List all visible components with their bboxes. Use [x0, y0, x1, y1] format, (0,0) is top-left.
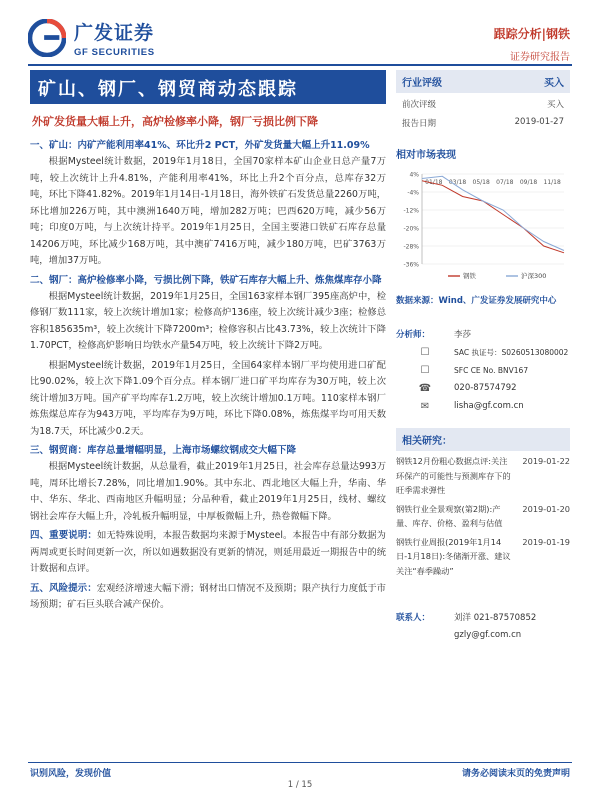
brand-name-cn: 广发证券 — [74, 22, 155, 44]
industry-rating-label: 行业评级 — [402, 78, 442, 89]
contact-email-row — [396, 626, 570, 644]
y-tick-label: -4% — [407, 189, 419, 197]
contact-block — [396, 608, 570, 644]
previous-rating-value: 买入 — [546, 100, 564, 110]
report-date-row — [396, 112, 570, 131]
report-category: 跟踪分析|钢铁 — [493, 27, 570, 41]
report-date-value: 2019-01-27 — [514, 117, 564, 127]
related-research-item[interactable] — [396, 454, 570, 498]
section-paragraph: 根据Mysteel统计数据，2019年1月25日，全国64家样本钢厂平均使用进口矿配比90.02%，较上次下降1.09个百分点。样本钢厂进口矿平均库存为30万吨，较上次统计增加3万吨。国产矿平均库存1.2万吨，较上次统计增加0.1万吨。110家样本钢厂炼焦煤总库存为943万吨，平均库存为9万吨，环比下降0.08%，炼焦煤平均可用天数为18.7天，环比减少0.2天。 — [30, 359, 386, 437]
analyst-email[interactable]: lisha@gf.com.cn — [454, 401, 524, 411]
market-performance-title: 相对市场表现 — [396, 150, 456, 161]
sac-row — [396, 343, 570, 361]
chart-data-source: 数据来源：Wind、广发证券发展研究中心 — [396, 296, 557, 306]
related-research-item[interactable] — [396, 535, 570, 579]
note-paragraph — [30, 528, 386, 578]
industry-rating-value: 买入 — [544, 78, 564, 89]
related-item-title[interactable]: 钢铁行业全景观察(第2期):产量、库存、价格、盈利与估值 — [396, 503, 503, 528]
section-paragraph: 根据Mysteel统计数据，2019年1月18日，全国70家样本矿山企业日总产量7万吨，较上次统计上升4.81%，产能利用率41%，环比上升2个百分点，总库存32万吨，环比下降41.82%。2019年1月14日-1月18日，海外铁矿石发货总量2260万吨，环比增加226万吨，其中澳洲1640万吨，增加282万吨；巴西620万吨，减少56万吨；印度0万吨，与上次统计持平。2019年1月25日，全国主要港口铁矿石库存总量14206万吨，环比减少168万吨，其中澳矿7416万吨，减少180万吨，巴矿3763万吨，增加37万吨。 — [30, 156, 386, 266]
related-item-title[interactable]: 钢铁12月份粗心数据点评:关注环保产的可能性与预测库存下的旺季需求弹性 — [396, 456, 511, 495]
footer-divider — [28, 762, 572, 763]
certificate-icon: ☐ — [420, 346, 430, 358]
note-text: 如无特殊说明，本报告数据均来源于Mysteel。本报告中有部分数据为两周或更长时间更新一次，所以如遇数据没有更新的情况，则延用最近一期报告中的统计数据和点评。 — [30, 530, 386, 574]
brand-logo — [28, 18, 155, 58]
previous-rating-label: 前次评级 — [402, 100, 437, 110]
email-icon: ✉ — [420, 400, 430, 412]
risk-text: 宏观经济增速大幅下滑；钢材出口情况不及预期；限产执行力度低于市场预期；矿石巨头联合减产保价。 — [30, 582, 386, 610]
x-tick-label: 05/18 — [472, 179, 490, 186]
related-item-date: 2019-01-22 — [522, 456, 570, 466]
relative-performance-chart — [396, 168, 570, 286]
analyst-sfc: SFC CE No. BNV167 — [454, 365, 529, 375]
header-divider — [28, 64, 572, 66]
contact-name-phone: 刘洋 021-87570852 — [454, 613, 537, 623]
y-tick-label: 4% — [409, 171, 419, 179]
y-tick-label: -36% — [403, 261, 419, 269]
related-research-item[interactable] — [396, 502, 570, 531]
sfc-row — [396, 361, 570, 379]
phone-row — [396, 379, 570, 397]
x-tick-label: 11/18 — [543, 179, 561, 186]
report-type: 证券研究报告 — [510, 52, 570, 63]
rating-header — [396, 70, 570, 93]
related-research — [396, 428, 570, 582]
page-number: 1 / 15 — [287, 780, 313, 790]
section-heading: 三、钢贸商：库存总量增幅明显，上海市场螺纹钢成交大幅下降 — [30, 445, 297, 456]
y-tick-label: -20% — [403, 225, 419, 233]
legend-label: 沪深300 — [521, 272, 547, 280]
rating-box — [396, 70, 570, 131]
report-date-label: 报告日期 — [402, 119, 437, 129]
contact-email[interactable]: gzly@gf.com.cn — [454, 630, 522, 640]
section-paragraph: 根据Mysteel统计数据，从总量看，截止2019年1月25日，社会库存总量达993万吨，周环比增长7.28%，同比增加1.90%。其中东北、西北地区大幅上升，华南、华中、华东、华北、西南地区升幅明显；分品种看，截止2019年1月25日，线材、螺纹钢社会库存大幅上升，冷轧板升幅明显，中厚板微幅上升，热卷微幅下降。 — [30, 461, 386, 522]
footer-disclaimer: 请务必阅读末页的免责声明 — [461, 769, 570, 779]
footer-slogan: 识别风险，发现价值 — [30, 769, 112, 779]
related-research-title: 相关研究： — [396, 428, 570, 451]
x-tick-label: 07/18 — [496, 179, 514, 186]
phone-icon: ☎ — [418, 382, 432, 394]
y-tick-label: -12% — [403, 207, 419, 215]
series-line — [422, 176, 564, 250]
main-content — [30, 138, 386, 614]
gf-logo-icon — [28, 19, 66, 57]
contact-row — [396, 608, 570, 626]
analyst-name-row — [396, 325, 570, 343]
risk-paragraph — [30, 581, 386, 614]
analyst-name: 李莎 — [454, 330, 472, 340]
x-tick-label: 09/18 — [519, 179, 538, 186]
previous-rating-row — [396, 93, 570, 112]
report-category-block — [494, 25, 570, 63]
contact-label: 联系人： — [396, 613, 431, 623]
section-paragraph: 根据Mysteel统计数据，2019年1月25日，全国163家样本钢厂395座高炉中，检修钢厂数111家，较上次统计增加1家；检修高炉136座，较上次统计减少3座；检修总容积185635m³，较上次统计下降7200m³；检修容积占比43.73%，较上次统计下降1.70PCT，检修高炉影响日均铁水产量54万吨，较上次统计下降2万吨。 — [30, 290, 386, 351]
section-heading: 二、钢厂：高炉检修率小降，亏损比例下降，铁矿石库存大幅上升、炼焦煤库存小降 — [30, 274, 382, 286]
note-heading: 四、重要说明： — [30, 530, 97, 541]
related-item-date: 2019-01-19 — [522, 536, 570, 547]
related-item-date: 2019-01-20 — [522, 503, 570, 514]
brand-name-en: GF SECURITIES — [74, 47, 155, 58]
section-heading: 一、矿山：内矿产能利用率41%、环比升2 PCT，外矿发货量大幅上升11.09% — [30, 140, 370, 151]
y-tick-label: -28% — [403, 243, 419, 251]
certificate-icon: ☐ — [420, 364, 430, 376]
email-row — [396, 397, 570, 415]
analyst-label: 分析师： — [396, 330, 431, 340]
analyst-phone: 020-87574792 — [454, 383, 517, 393]
report-title: 矿山、钢厂、钢贸商动态跟踪 — [30, 70, 386, 104]
series-line — [422, 181, 564, 253]
x-tick-label: 01/18 — [425, 179, 443, 186]
related-item-title[interactable]: 钢铁行业周报(2019年1月14日-1月18日):冬储渐开涨、建议关注“春季躁动” — [396, 536, 511, 576]
analyst-sac: SAC 执证号：S0260513080002 — [454, 347, 569, 357]
legend-label: 钢铁 — [463, 272, 476, 280]
x-tick-label: 03/18 — [448, 179, 467, 186]
report-subtitle: 外矿发货量大幅上升，高炉检修率小降，钢厂亏损比例下降 — [32, 115, 318, 128]
risk-heading: 五、风险提示： — [30, 582, 97, 594]
analyst-block — [396, 325, 570, 415]
